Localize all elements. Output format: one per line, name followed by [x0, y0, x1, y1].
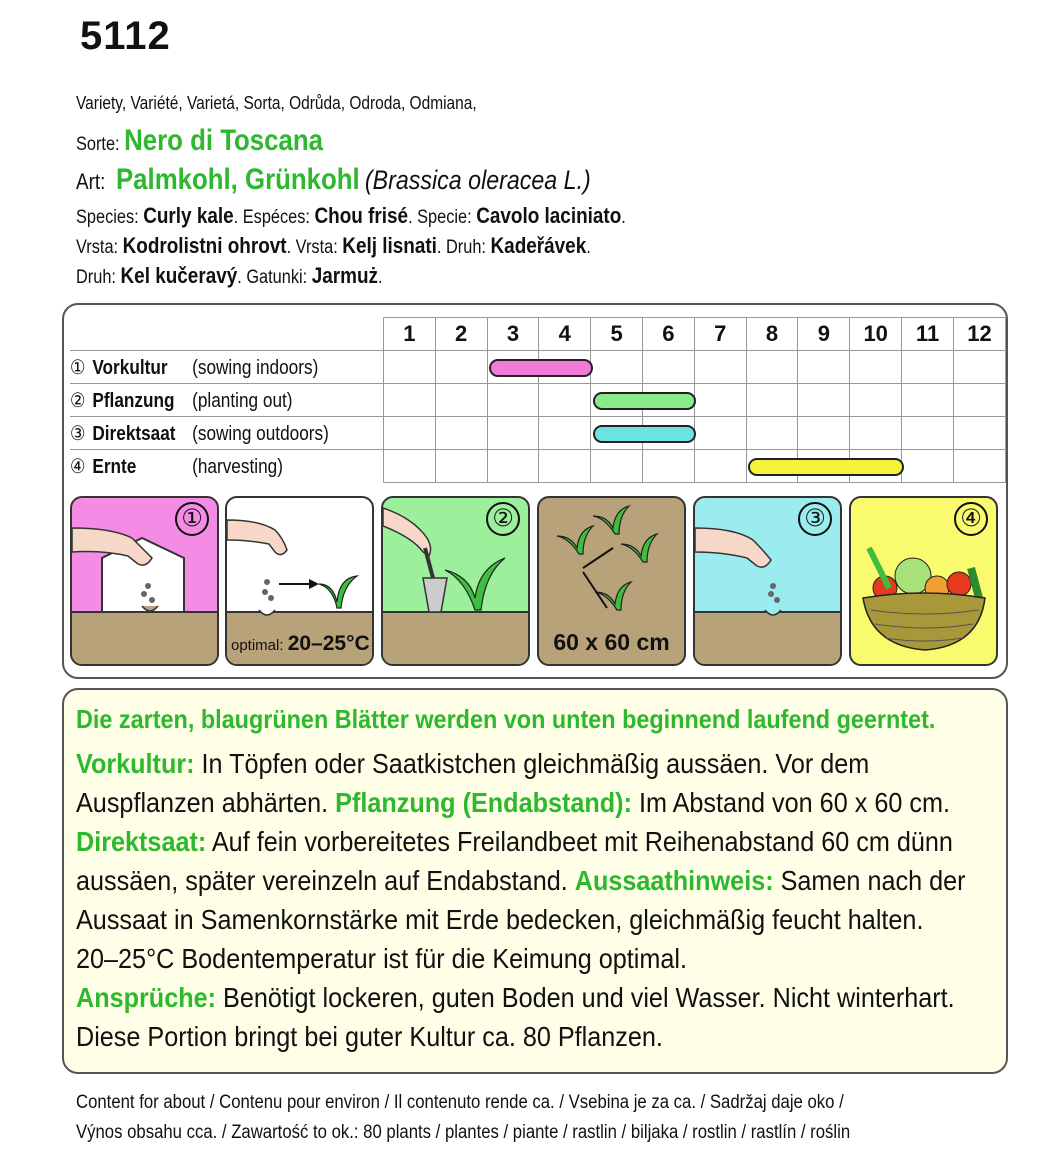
art-value: Palmkohl, Grünkohl — [115, 163, 360, 196]
calendar-bar-direktsaat — [593, 425, 697, 443]
pictogram-sowing-outdoors — [693, 496, 842, 666]
month-header: 6 — [643, 318, 695, 351]
calendar-bar-pflanzung — [593, 392, 697, 410]
pictogram-caption: optimal: 20–25°C — [231, 632, 370, 655]
pictogram-planting-out — [381, 496, 530, 666]
calendar-month-row — [70, 318, 1006, 351]
month-header: 5 — [591, 318, 643, 351]
art-line — [76, 163, 675, 197]
pictogram-harvest — [849, 496, 998, 666]
text-line-1: Vorkultur: In Töpfen oder Saatkistchen gleichmäßig aussäen. Vor dem — [76, 748, 870, 779]
species-line-3: Druh: Kel kučeravý. Gatunki: Jarmuż. — [76, 263, 383, 288]
pictogram-spacing — [537, 496, 686, 666]
footer-line-2: Výnos obsahu cca. / Zawartość to ok.: 80 plants / plantes / piante / rastlin / biljaka / rostlin / rastlín / roślin — [76, 1122, 851, 1143]
calendar-bar-vorkultur — [489, 359, 593, 377]
text-line-3: Direktsaat: Auf fein vorbereitetes Freilandbeet mit Reihenabstand 60 cm dünn — [76, 826, 953, 857]
calendar-row-ernte: ④ Ernte (harvesting) — [70, 450, 1006, 483]
month-header: 1 — [383, 318, 435, 351]
sowing-calendar — [62, 303, 1008, 679]
text-line-2: Auspflanzen abhärten. Pflanzung (Endabstand): Im Abstand von 60 x 60 cm. — [76, 787, 950, 818]
article-number: 5112 — [80, 14, 171, 58]
description-box — [62, 688, 1008, 1074]
art-latin: (Brassica oleracea L.) — [364, 165, 591, 195]
month-header: 7 — [694, 318, 746, 351]
calendar-row-vorkultur: ① Vorkultur (sowing indoors) — [70, 351, 1006, 384]
text-line-5: Aussaat in Samenkornstärke mit Erde bedecken, gleichmäßig feucht halten. — [76, 904, 924, 935]
pictogram-number: ④ — [954, 502, 988, 536]
month-header: 8 — [746, 318, 798, 351]
month-header: 9 — [798, 318, 850, 351]
sorte-line — [76, 124, 363, 158]
month-header: 2 — [435, 318, 487, 351]
sorte-label: Sorte: — [76, 134, 120, 155]
pictogram-germination — [225, 496, 374, 666]
pictogram-sowing-indoors — [70, 496, 219, 666]
text-line-7: Ansprüche: Benötigt lockeren, guten Boden und viel Wasser. Nicht winterhart. — [76, 982, 955, 1013]
text-line-6: 20–25°C Bodentemperatur ist für die Keimung optimal. — [76, 943, 688, 974]
calendar-row-direktsaat: ③ Direktsaat (sowing outdoors) — [70, 417, 1006, 450]
variety-line: Variety, Variété, Varietá, Sorta, Odrůda, Odroda, Odmiana, — [76, 93, 477, 113]
calendar-row-pflanzung: ② Pflanzung (planting out) — [70, 384, 1006, 417]
species-line-2: Vrsta: Kodrolistni ohrovt. Vrsta: Kelj lisnati. Druh: Kadeřávek. — [76, 233, 591, 258]
pictogram-number: ③ — [798, 502, 832, 536]
calendar-bar-ernte — [748, 458, 904, 476]
text-line-8: Diese Portion bringt bei guter Kultur ca. 80 Pflanzen. — [76, 1021, 663, 1052]
text-line-4: aussäen, später vereinzeln auf Endabstand. Aussaathinweis: Samen nach der — [76, 865, 966, 896]
art-label: Art: — [76, 169, 106, 194]
month-header: 4 — [539, 318, 591, 351]
headline: Die zarten, blaugrünen Blätter werden von unten beginnend laufend geerntet. — [76, 704, 936, 734]
species-line-1: Species: Curly kale. Espéces: Chou frisé. Specie: Cavolo laciniato. — [76, 203, 626, 228]
pictogram-number: ② — [486, 502, 520, 536]
month-header: 11 — [902, 318, 954, 351]
month-header: 3 — [487, 318, 539, 351]
footer-line-1: Content for about / Contenu pour environ / Il contenuto rende ca. / Vsebina je za ca. / Sadržaj daje oko / — [76, 1092, 844, 1113]
sorte-value: Nero di Toscana — [124, 124, 323, 157]
month-header: 12 — [953, 318, 1005, 351]
pictogram-number: ① — [175, 502, 209, 536]
month-header: 10 — [850, 318, 902, 351]
pictogram-caption: 60 x 60 cm — [553, 629, 670, 655]
